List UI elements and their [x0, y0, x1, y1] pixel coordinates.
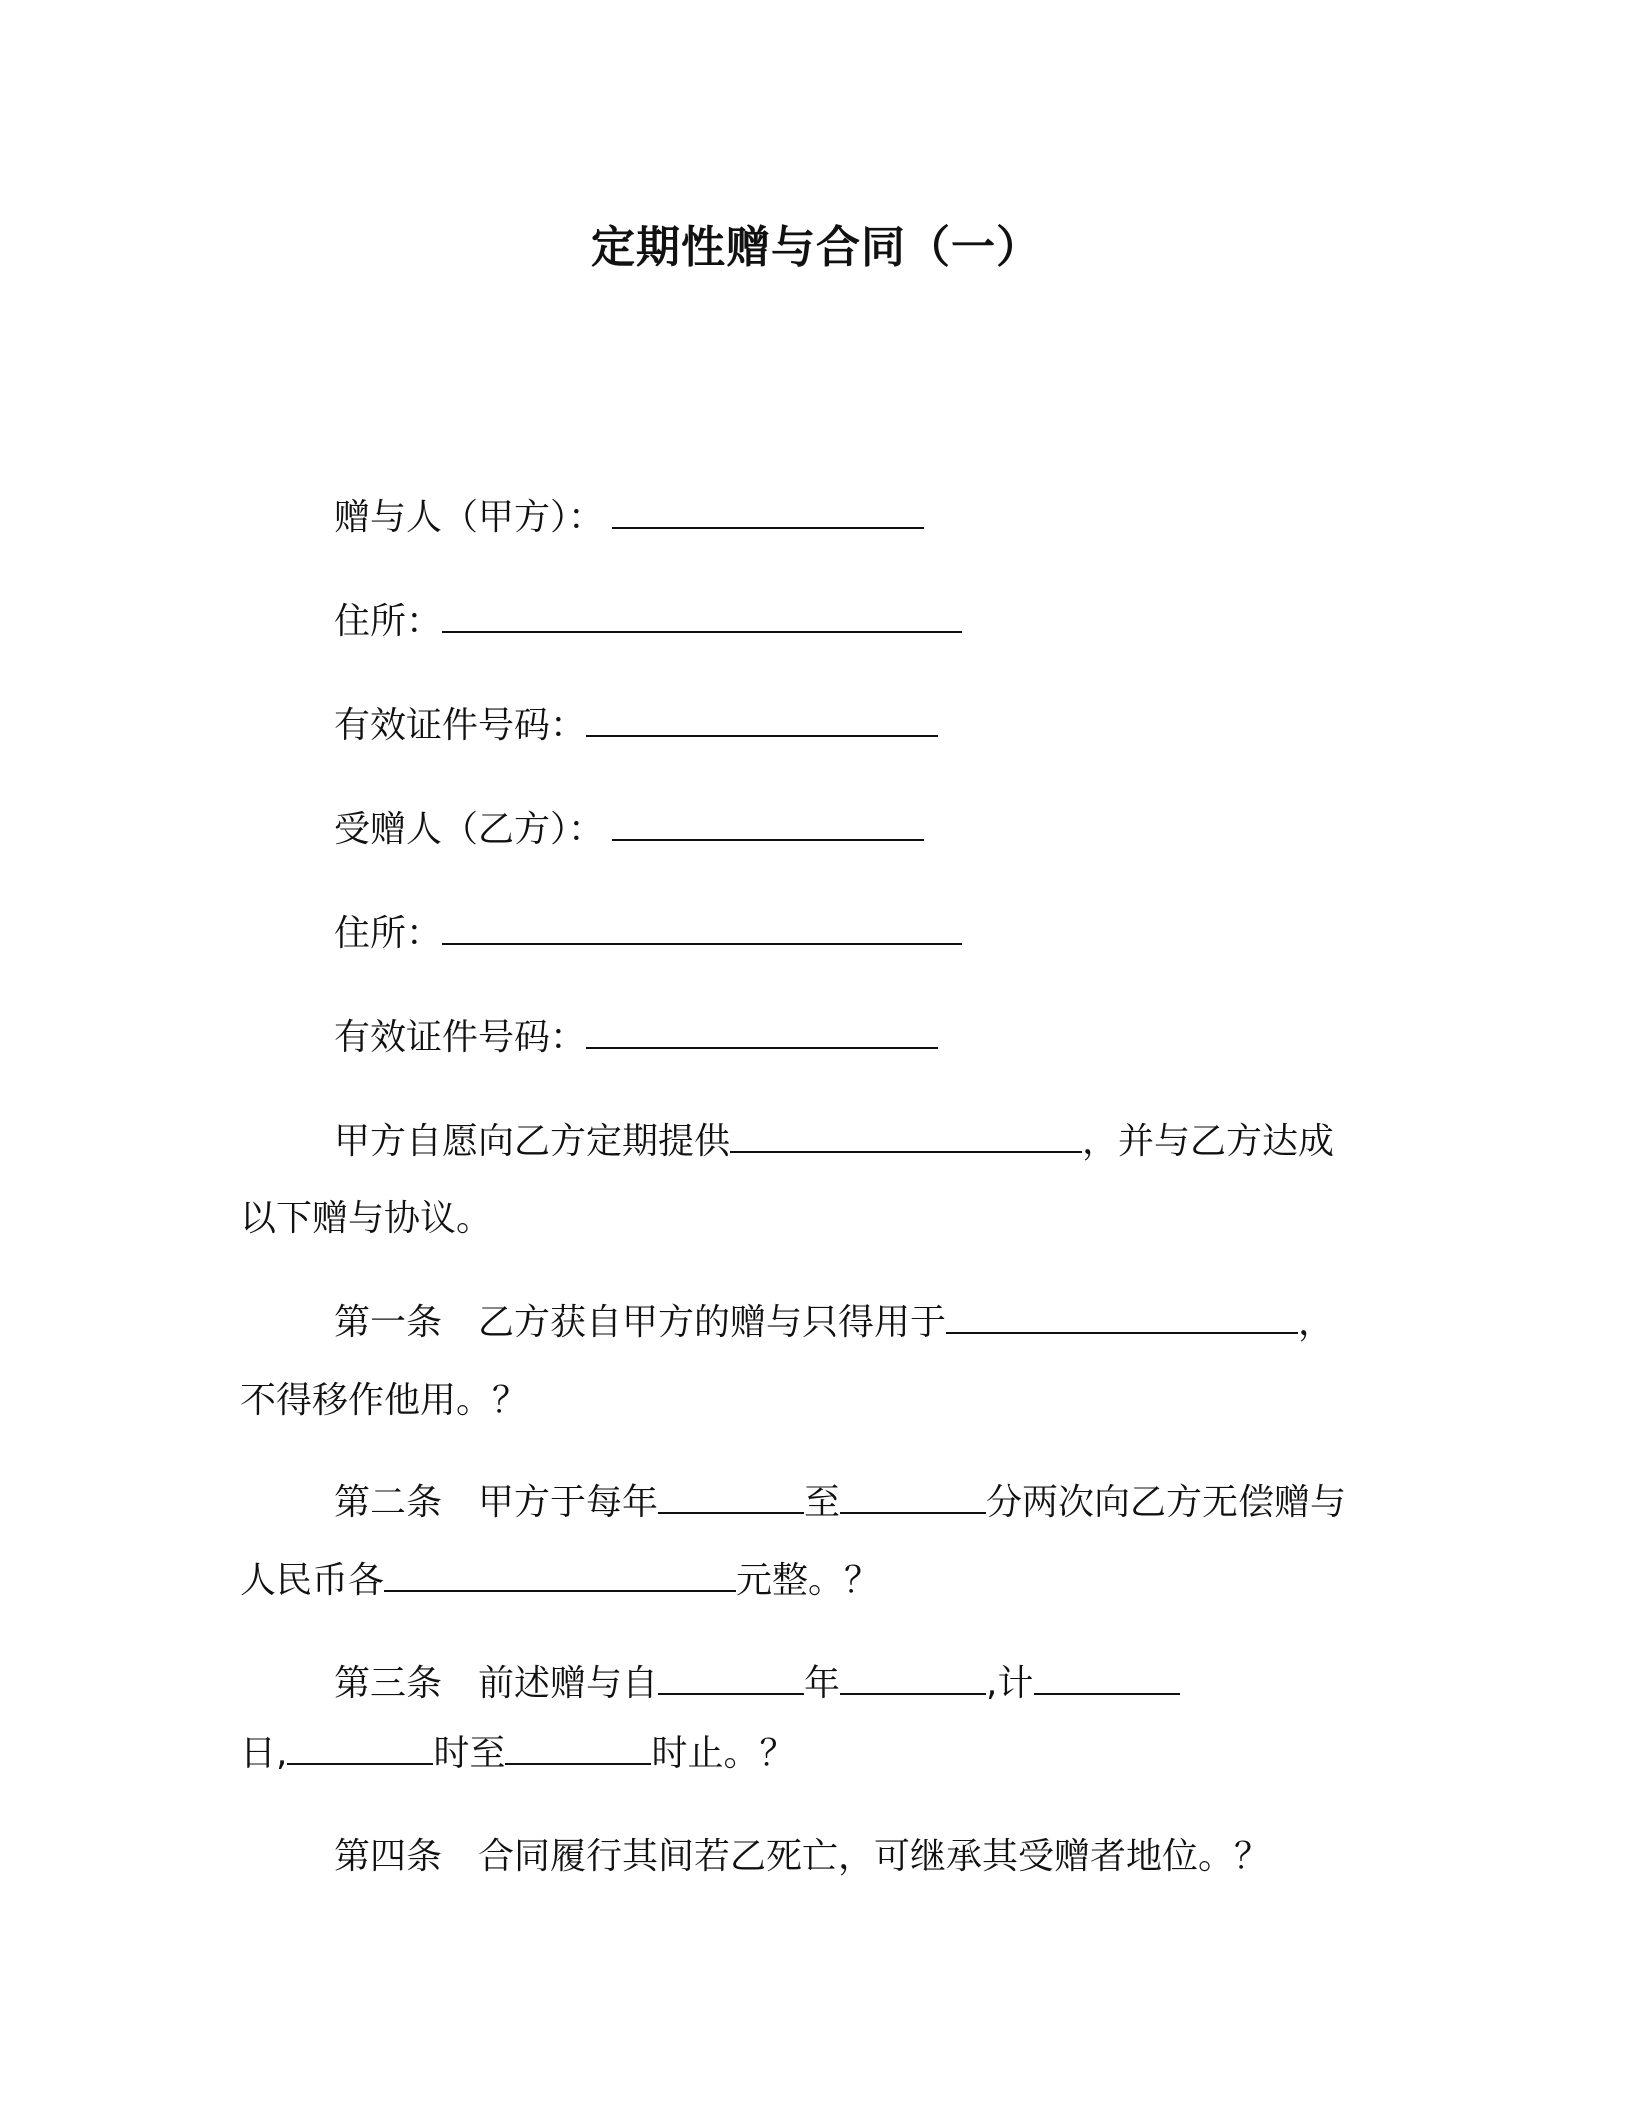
- article2-amount-blank[interactable]: [384, 1558, 736, 1592]
- article1-line-1: [334, 1298, 1334, 1348]
- donee-blank[interactable]: [612, 807, 924, 841]
- donor-id-label: 有效证件号码：: [334, 705, 587, 746]
- article2-to-blank[interactable]: [840, 1480, 986, 1514]
- donee-address-field: [334, 909, 962, 959]
- article3-start-blank[interactable]: [658, 1661, 804, 1695]
- donor-address-label: 住所：: [334, 601, 443, 642]
- intro-line-2: 以下赠与协议。: [240, 1198, 493, 1239]
- article3-text-3: ,计: [986, 1663, 1034, 1704]
- donor-id-blank[interactable]: [586, 703, 938, 737]
- article2-from-blank[interactable]: [658, 1480, 804, 1514]
- article4-label: 第四条: [334, 1836, 443, 1877]
- article1-purpose-blank[interactable]: [946, 1300, 1298, 1334]
- donee-id-blank[interactable]: [586, 1015, 938, 1049]
- article2-text-5: 元整。？: [736, 1560, 881, 1601]
- article3-text-1: 前述赠与自: [478, 1663, 659, 1704]
- donor-field: [334, 493, 924, 543]
- article1-text-2: ，: [1298, 1302, 1335, 1343]
- article4-text: 合同履行其间若乙死亡，可继承其受赠者地位。？: [478, 1836, 1271, 1877]
- intro-line-1: [334, 1117, 1334, 1167]
- article1-label: 第一条: [334, 1302, 443, 1343]
- article3-line-1: [334, 1659, 1180, 1709]
- article3-line-2: [240, 1729, 795, 1779]
- intro-text-2: ，并与乙方达成: [1082, 1121, 1335, 1162]
- article3-text-5: 时至: [433, 1733, 506, 1774]
- article3-hour-end-blank[interactable]: [505, 1731, 651, 1765]
- intro-text-1: 甲方自愿向乙方定期提供: [334, 1121, 731, 1162]
- article2-text-2: 至: [804, 1482, 841, 1523]
- article2-line-1: [334, 1478, 1346, 1528]
- donor-blank[interactable]: [612, 495, 924, 529]
- article1-text-1: 乙方获自甲方的赠与只得用于: [478, 1302, 947, 1343]
- article3-text-4: 日,: [240, 1733, 288, 1774]
- document-title: 定期性赠与合同（一）: [591, 222, 1041, 273]
- donee-address-label: 住所：: [334, 913, 443, 954]
- donor-id-field: [334, 701, 938, 751]
- donee-label: 受赠人（乙方）：: [334, 809, 605, 850]
- article3-count-blank[interactable]: [1034, 1661, 1180, 1695]
- article3-text-2: 年: [804, 1663, 841, 1704]
- donor-address-blank[interactable]: [442, 599, 962, 633]
- donor-label: 赠与人（甲方）：: [334, 497, 605, 538]
- article2-text-1: 甲方于每年: [478, 1482, 659, 1523]
- donee-address-blank[interactable]: [442, 911, 962, 945]
- donee-id-label: 有效证件号码：: [334, 1017, 587, 1058]
- article3-text-6: 时止。？: [651, 1733, 796, 1774]
- article3-month-blank[interactable]: [840, 1661, 986, 1695]
- article2-line-2: [240, 1556, 880, 1606]
- donee-id-field: [334, 1013, 938, 1063]
- donor-address-field: [334, 597, 962, 647]
- article1-line-2: 不得移作他用。？: [240, 1380, 529, 1421]
- article3-label: 第三条: [334, 1663, 443, 1704]
- article2-label: 第二条: [334, 1482, 443, 1523]
- article2-text-4: 人民币各: [240, 1560, 385, 1601]
- intro-gift-blank[interactable]: [730, 1119, 1082, 1153]
- donee-field: [334, 805, 924, 855]
- article4-line-1: [334, 1832, 1270, 1882]
- article2-text-3: 分两次向乙方无偿赠与: [986, 1482, 1347, 1523]
- article3-hour-start-blank[interactable]: [287, 1731, 433, 1765]
